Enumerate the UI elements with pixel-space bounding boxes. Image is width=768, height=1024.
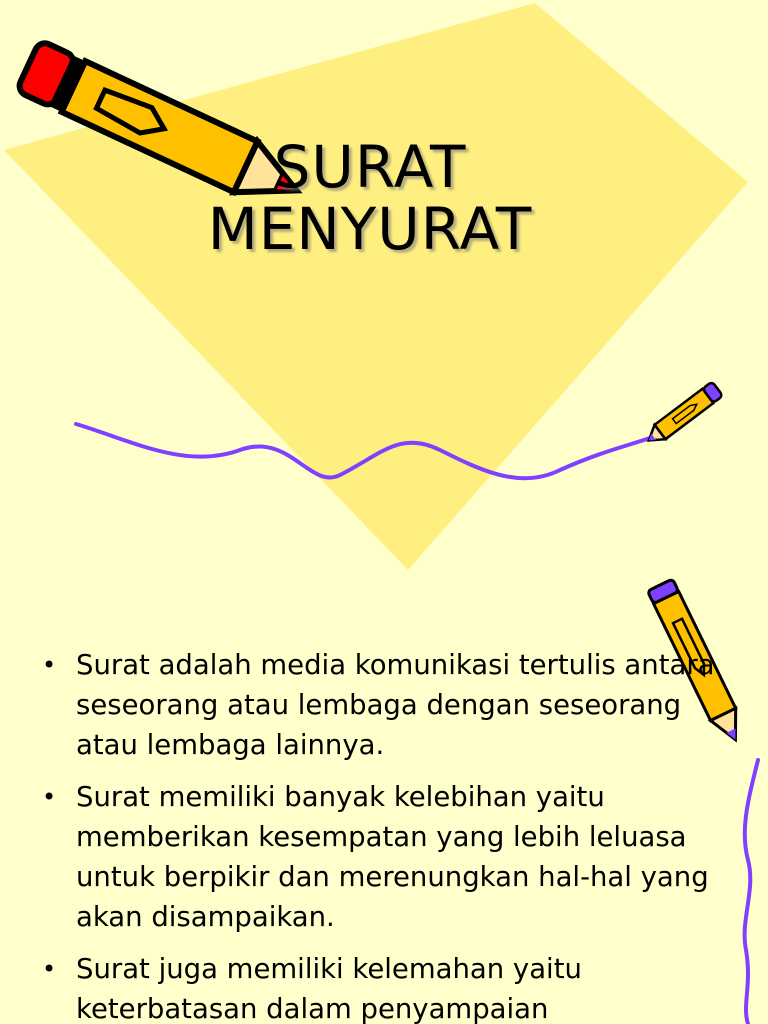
bullet-text: Surat memiliki banyak kelebihan yaitu memberikan kesempatan yang lebih leluasa untuk berpikir dan merenungkan hal-hal yang akan disampaikan. — [76, 781, 709, 933]
list-item — [40, 777, 740, 937]
bullet-text: Surat adalah media komunikasi tertulis antara seseorang atau lembaga dengan seseorang atau lembaga lainnya. — [76, 649, 715, 761]
title-line-2: MENYURAT — [207, 195, 533, 263]
pencil-icon — [643, 381, 723, 447]
title-line-1: SURAT — [273, 133, 467, 201]
slide-title — [150, 133, 590, 263]
bullet-dot-icon: • — [42, 955, 57, 983]
bullet-text: Surat juga memiliki kelemahan yaitu keterbatasan dalam penyampaian — [76, 953, 582, 1024]
bullet-list — [40, 645, 740, 1024]
list-item — [40, 949, 740, 1024]
bullet-dot-icon: • — [42, 651, 57, 679]
list-item — [40, 645, 740, 765]
squiggle-line-right — [745, 760, 758, 1024]
bullet-dot-icon: • — [42, 783, 57, 811]
